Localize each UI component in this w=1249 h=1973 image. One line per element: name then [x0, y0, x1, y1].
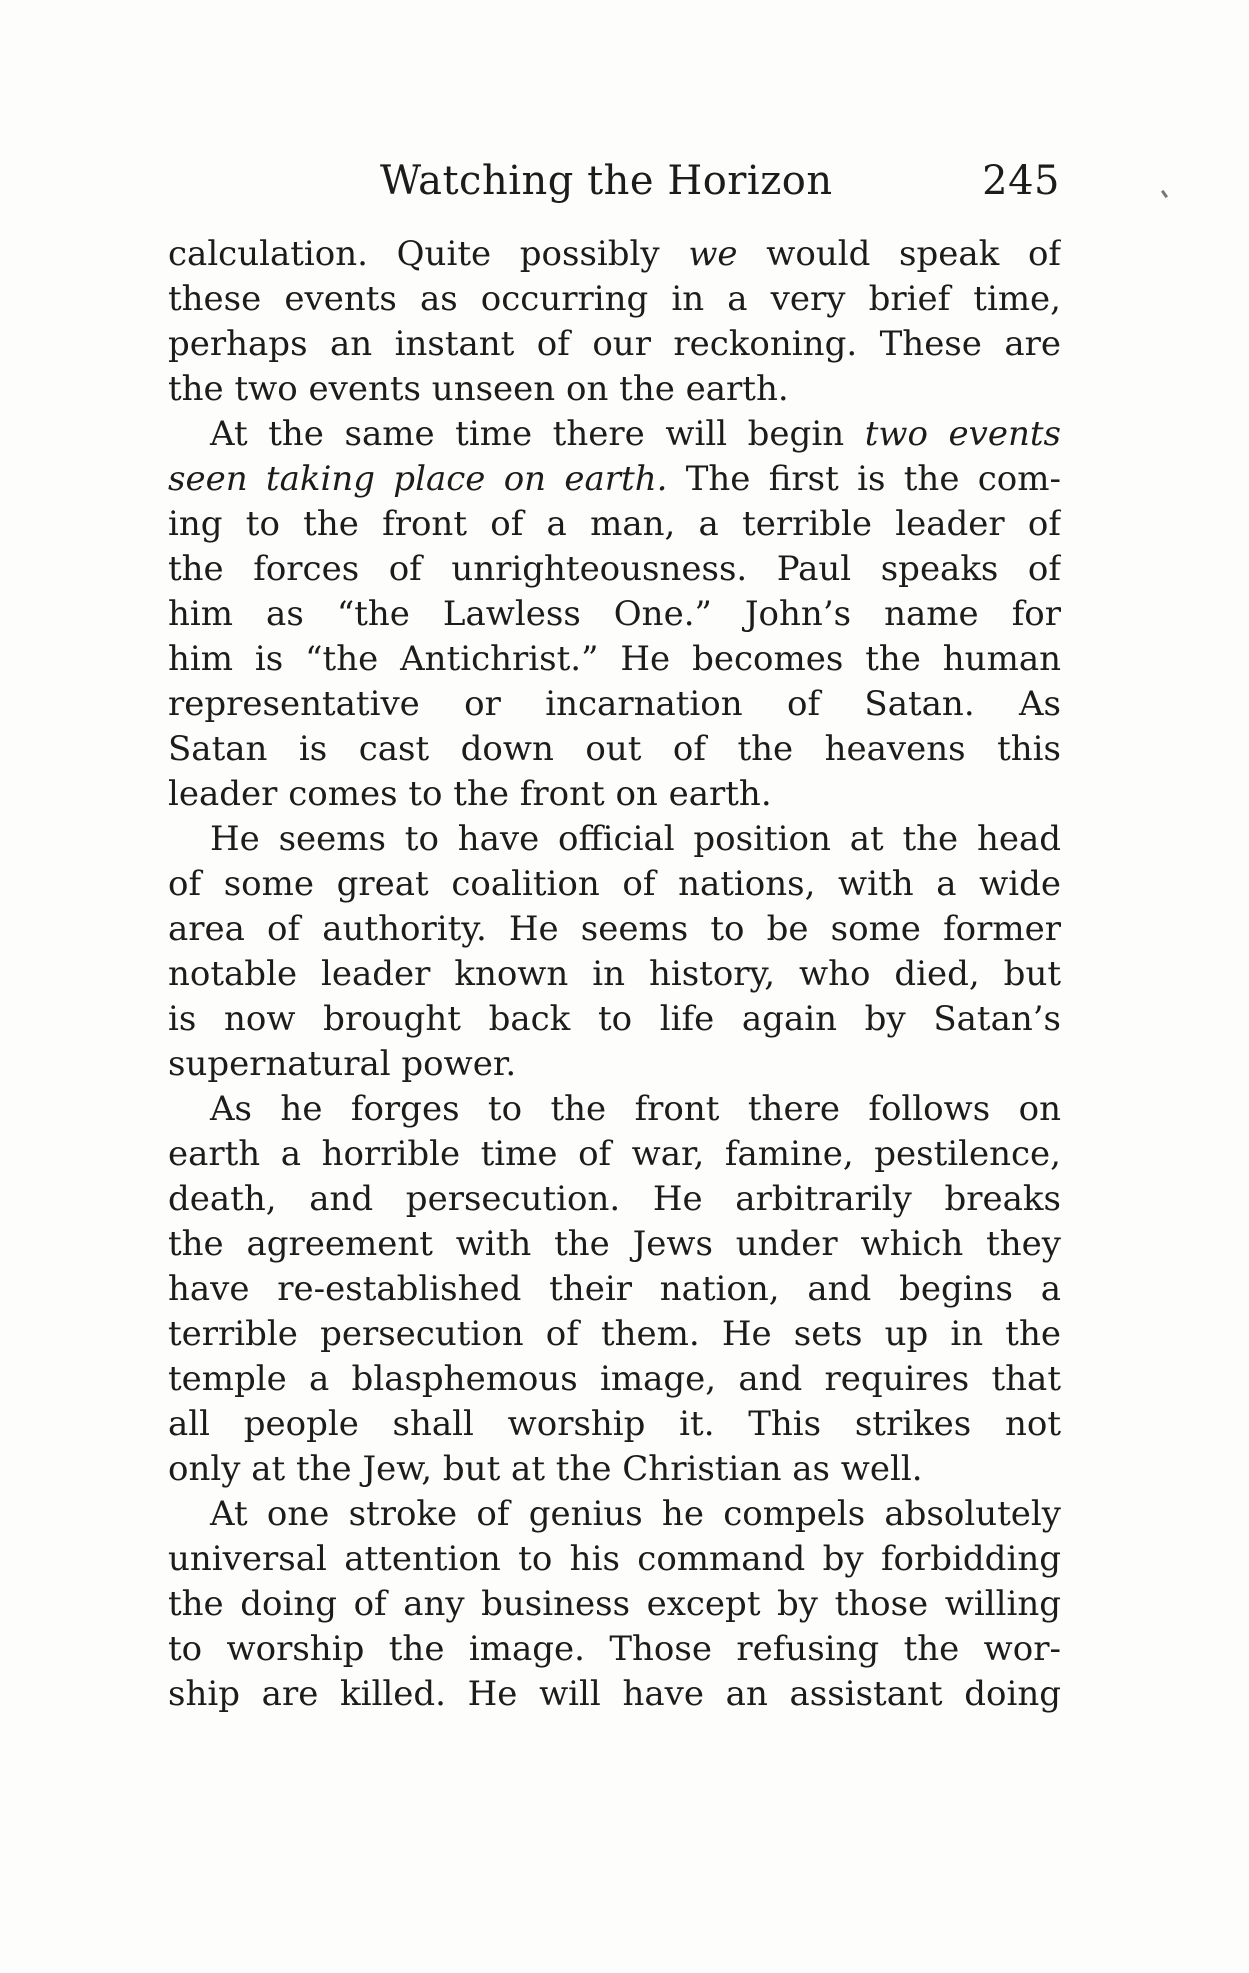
text-line: Satan is cast down out of the heavens this — [168, 729, 1061, 769]
text-line: notable leader known in history, who died, but — [168, 954, 1061, 994]
running-head — [380, 158, 1060, 208]
text-line: ing to the front of a man, a terrible leader of — [168, 504, 1061, 544]
text-line: the forces of unrighteousness. Paul speaks of — [168, 549, 1061, 589]
text-line: the two events unseen on the earth. — [168, 369, 789, 409]
text-line: have re-established their nation, and begins a — [168, 1269, 1061, 1309]
text-line: At one stroke of genius he compels absolutely — [210, 1494, 1061, 1534]
running-title: Watching the Horizon — [380, 158, 833, 204]
text-line: death, and persecution. He arbitrarily breaks — [168, 1179, 1061, 1219]
text-line: leader comes to the front on earth. — [168, 774, 772, 814]
text-line: to worship the image. Those refusing the wor- — [168, 1629, 1061, 1669]
text-line: ship are killed. He will have an assistant doing — [168, 1674, 1061, 1714]
text-line: perhaps an instant of our reckoning. These are — [168, 324, 1061, 364]
text-line: is now brought back to life again by Satan’s — [168, 999, 1061, 1039]
text-line: him is “the Antichrist.” He becomes the human — [168, 639, 1061, 679]
text-line: As he forges to the front there follows on — [210, 1089, 1061, 1129]
text-line: temple a blasphemous image, and requires that — [168, 1359, 1061, 1399]
body-text — [168, 232, 1061, 1717]
text-line: universal attention to his command by forbidding — [168, 1539, 1061, 1579]
text-line: these events as occurring in a very brief time, — [168, 279, 1061, 319]
text-line: supernatural power. — [168, 1044, 517, 1084]
text-line: earth a horrible time of war, famine, pestilence, — [168, 1134, 1061, 1174]
text-line: calculation. Quite possibly we would speak of — [168, 234, 1061, 274]
text-line: of some great coalition of nations, with a wide — [168, 864, 1061, 904]
text-line: terrible persecution of them. He sets up in the — [168, 1314, 1061, 1354]
text-line: only at the Jew, but at the Christian as well. — [168, 1449, 923, 1489]
printer-mark — [1161, 190, 1168, 198]
text-line: seen taking place on earth. The first is the com- — [168, 459, 1061, 499]
text-line: the doing of any business except by those willing — [168, 1584, 1061, 1624]
page-number: 245 — [982, 158, 1060, 204]
text-line: him as “the Lawless One.” John’s name for — [168, 594, 1061, 634]
text-line: the agreement with the Jews under which they — [168, 1224, 1061, 1264]
text-line: area of authority. He seems to be some former — [168, 909, 1061, 949]
text-line: At the same time there will begin two events — [210, 414, 1061, 454]
text-line: He seems to have official position at the head — [210, 819, 1061, 859]
text-line: representative or incarnation of Satan. As — [168, 684, 1061, 724]
text-line: all people shall worship it. This strikes not — [168, 1404, 1061, 1444]
